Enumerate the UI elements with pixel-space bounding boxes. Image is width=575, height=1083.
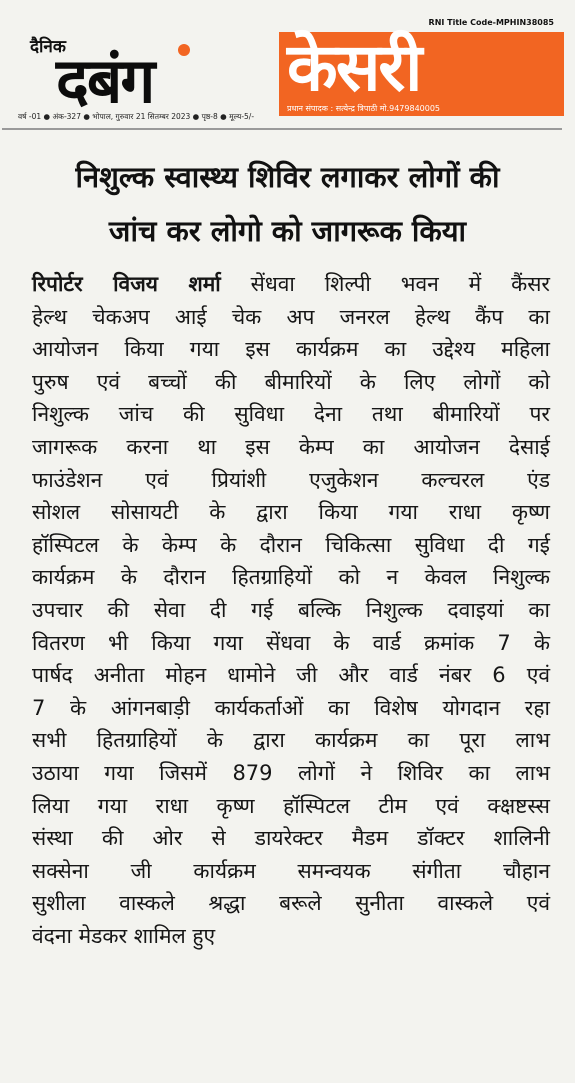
article-line: वितरण भी किया गया सेंधवा के वार्ड क्रमांक 7 के — [32, 630, 550, 655]
logo-dot-icon — [178, 44, 190, 56]
article-line: सुशीला वास्कले श्रद्धा बरूले सुनीता वास्कले एवं — [32, 891, 550, 916]
article-line: वंदना मेडकर शामिल हुए — [32, 923, 216, 948]
masthead — [8, 12, 564, 128]
article-line: कार्यक्रम के दौरान हितग्राहियों को न केवल निशुल्क — [32, 565, 550, 590]
headline-line-1: निशुल्क स्वास्थ्य शिविर लगाकर लोगों की — [75, 160, 500, 194]
article-line: हॉस्पिटल के केम्प के दौरान चिकित्सा सुविधा दी गई — [32, 532, 550, 557]
article-line: उठाया गया जिसमें 879 लोगों ने शिविर का लाभ — [32, 760, 550, 785]
article-line: संस्था की ओर से डायरेक्टर मैडम डॉक्टर शालिनी — [32, 826, 550, 851]
article-line: 7 के आंगनबाड़ी कार्यकर्ताओं का विशेष योगदान रहा — [32, 695, 550, 720]
article-line: जागरूक करना था इस केम्प का आयोजन देसाई — [32, 434, 550, 459]
article-headline — [0, 150, 575, 258]
article-line: निशुल्क जांच की सुविधा देना तथा बीमारियों पर — [32, 402, 550, 427]
article-line: हेल्थ चेकअप आई चेक अप जनरल हेल्थ कैंप का — [32, 304, 550, 329]
article-body — [32, 268, 550, 952]
article-line: उपचार की सेवा दी गई बल्कि निशुल्क दवाइयां का — [32, 597, 550, 622]
article-line-text: सेंधवा शिल्पी भवन में कैंसर — [220, 272, 551, 296]
article-line: पार्षद अनीता मोहन धामोने जी और वार्ड नंबर 6 एवं — [32, 663, 550, 688]
article-line: पुरुष एवं बच्चों की बीमारियों के लिए लोगों को — [32, 369, 550, 394]
masthead-logo-box — [279, 29, 564, 116]
byline: रिपोर्टर विजय शर्मा — [32, 272, 221, 296]
article-line: लिया गया राधा कृष्ण हॉस्पिटल टीम एवं क्क्षष्टस्स — [32, 793, 550, 818]
headline-line-2: जांच कर लोगो को जागरूक किया — [108, 214, 467, 248]
article-line: सोशल सोसायटी के द्वारा किया गया राधा कृष्ण — [32, 500, 550, 525]
masthead-logo-left: दबंग — [56, 44, 154, 117]
dateline: वर्ष -01 ● अंक-327 ● भोपाल, गुरुवार 21 सितम्बर 2023 ● पृष्ठ-8 ● मूल्य-5/- — [18, 112, 255, 121]
article-line: सक्सेना जी कार्यक्रम समन्वयक संगीता चौहान — [32, 858, 550, 883]
article-line: आयोजन किया गया इस कार्यक्रम का उद्देश्य महिला — [32, 337, 550, 362]
rni-code: RNI Title Code-MPHIN38085 — [428, 18, 554, 27]
article-line: फाउंडेशन एवं प्रियांशी एजुकेशन कल्चरल एंड — [32, 467, 550, 492]
masthead-logo-right: केसरी — [287, 29, 421, 106]
masthead-dainik: दैनिक — [30, 37, 66, 57]
article-line — [32, 268, 550, 301]
editor-line: प्रधान संपादक : सत्येन्द्र त्रिपाठी मो.9479840005 — [287, 104, 441, 113]
article-line: सभी हितग्राहियों के द्वारा कार्यक्रम का पूरा लाभ — [32, 728, 550, 753]
masthead-divider — [2, 128, 562, 130]
